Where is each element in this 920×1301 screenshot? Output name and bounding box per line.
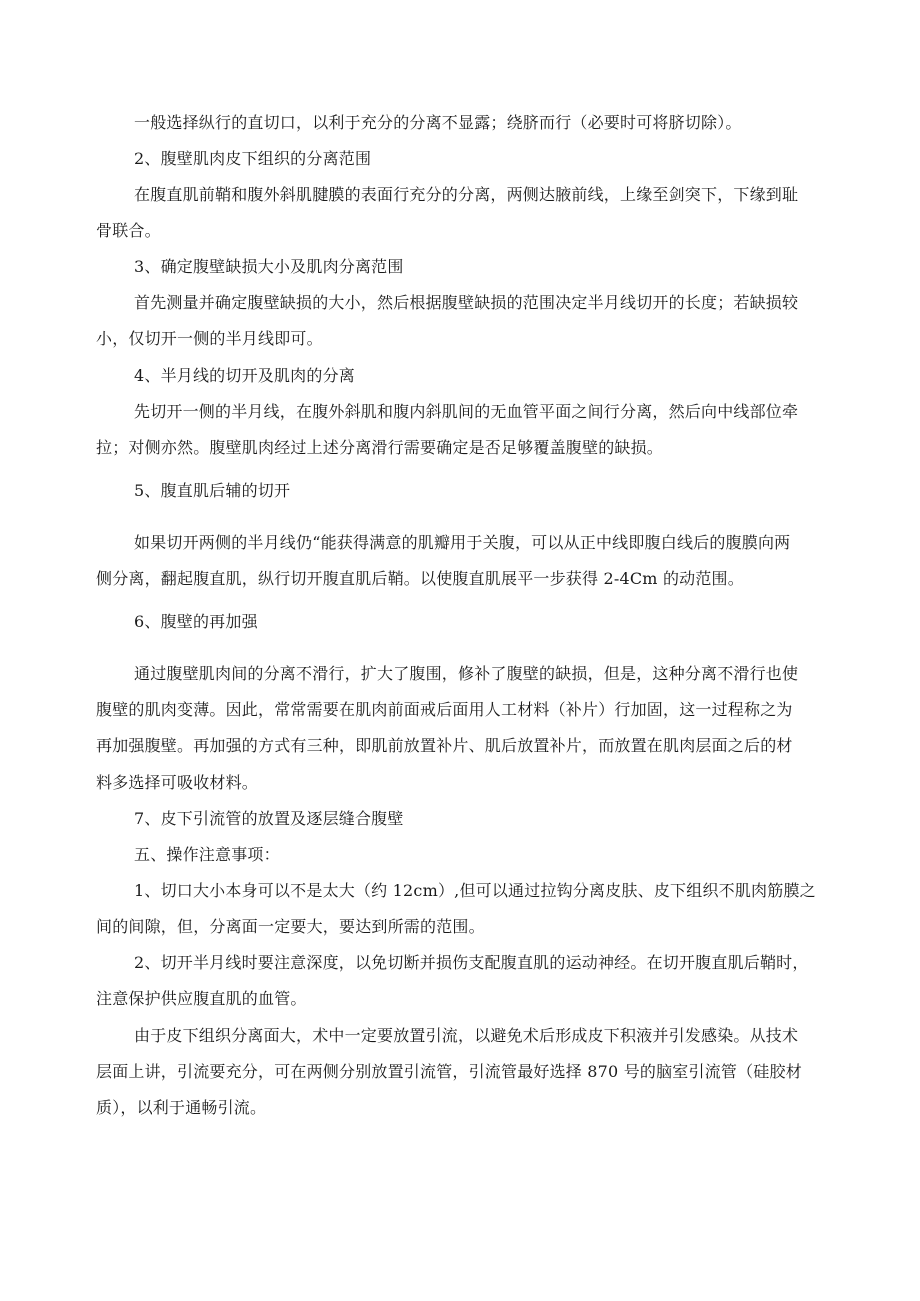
heading-section-5: 5、腹直肌后辅的切开 [134, 481, 291, 500]
paragraph-line: 再加强腹壁。再加强的方式有三种，即肌前放置补片、肌后放置补片，而放置在肌肉层面之后的材 [96, 736, 793, 755]
paragraph-line: 先切开一侧的半月线，在腹外斜肌和腹内斜肌间的无血管平面之间行分离，然后向中线部位牵 [134, 402, 799, 421]
paragraph-line: 通过腹壁肌肉间的分离不滑行，扩大了腹围，修补了腹壁的缺损，但是，这种分离不滑行也使 [134, 664, 799, 683]
heading-precautions: 五、操作注意事项： [134, 845, 280, 864]
paragraph-line: 拉；对侧亦然。腹壁肌肉经过上述分离滑行需要确定是否足够覆盖腹壁的缺损。 [96, 438, 664, 457]
heading-section-2: 2、腹壁肌肉皮下组织的分离范围 [134, 149, 372, 168]
paragraph-line: 层面上讲，引流要充分，可在两侧分别放置引流管，引流管最好选择 870 号的脑室引流管（硅胶材 [96, 1062, 802, 1081]
heading-section-4: 4、半月线的切开及肌肉的分离 [134, 366, 355, 385]
heading-section-7: 7、皮下引流管的放置及逐层缝合腹壁 [134, 809, 404, 828]
paragraph-line: 间的间隙，但，分离面一定要大，要达到所需的范围。 [96, 917, 485, 936]
paragraph-line: 骨联合。 [96, 221, 161, 240]
heading-section-3: 3、确定腹壁缺损大小及肌肉分离范围 [134, 257, 404, 276]
paragraph-line: 1、切口大小本身可以不是太大（约 12cm）,但可以通过拉钩分离皮肤、皮下组织不肌肉筋膜之 [134, 881, 816, 900]
paragraph-incision-line: 一般选择纵行的直切口，以利于充分的分离不显露；绕脐而行（必要时可将脐切除）。 [134, 113, 742, 132]
paragraph-line: 腹壁的肌肉变薄。因此，常常需要在肌肉前面戒后面用人工材料（补片）行加固，这一过程称之为 [96, 700, 793, 719]
paragraph-line: 由于皮下组织分离面大，术中一定要放置引流，以避免术后形成皮下积液并引发感染。从技术 [134, 1026, 799, 1045]
paragraph-line: 质），以利于通畅引流。 [96, 1098, 267, 1117]
paragraph-line: 如果切开两侧的半月线仍“能获得满意的肌瓣用于关腹，可以从正中线即腹白线后的腹膜向两 [134, 533, 791, 552]
paragraph-line: 小，仅切开一侧的半月线即可。 [96, 329, 323, 348]
paragraph-line: 料多选择可吸收材料。 [96, 773, 259, 792]
paragraph-line: 2、切开半月线时要注意深度，以免切断并损伤支配腹直肌的运动神经。在切开腹直肌后鞘时， [134, 953, 809, 972]
paragraph-line: 侧分离，翻起腹直肌，纵行切开腹直肌后鞘。以使腹直肌展平一步获得 2-4Cm 的动范围。 [96, 569, 744, 588]
paragraph-line: 在腹直肌前鞘和腹外斜肌腱膜的表面行充分的分离，两侧达腋前线，上缘至剑突下，下缘到耻 [134, 185, 799, 204]
paragraph-line: 注意保护供应腹直肌的血管。 [96, 989, 307, 1008]
heading-section-6: 6、腹壁的再加强 [134, 612, 258, 631]
paragraph-line: 首先测量并确定腹壁缺损的大小，然后根据腹壁缺损的范围决定半月线切开的长度；若缺损较 [134, 293, 799, 312]
